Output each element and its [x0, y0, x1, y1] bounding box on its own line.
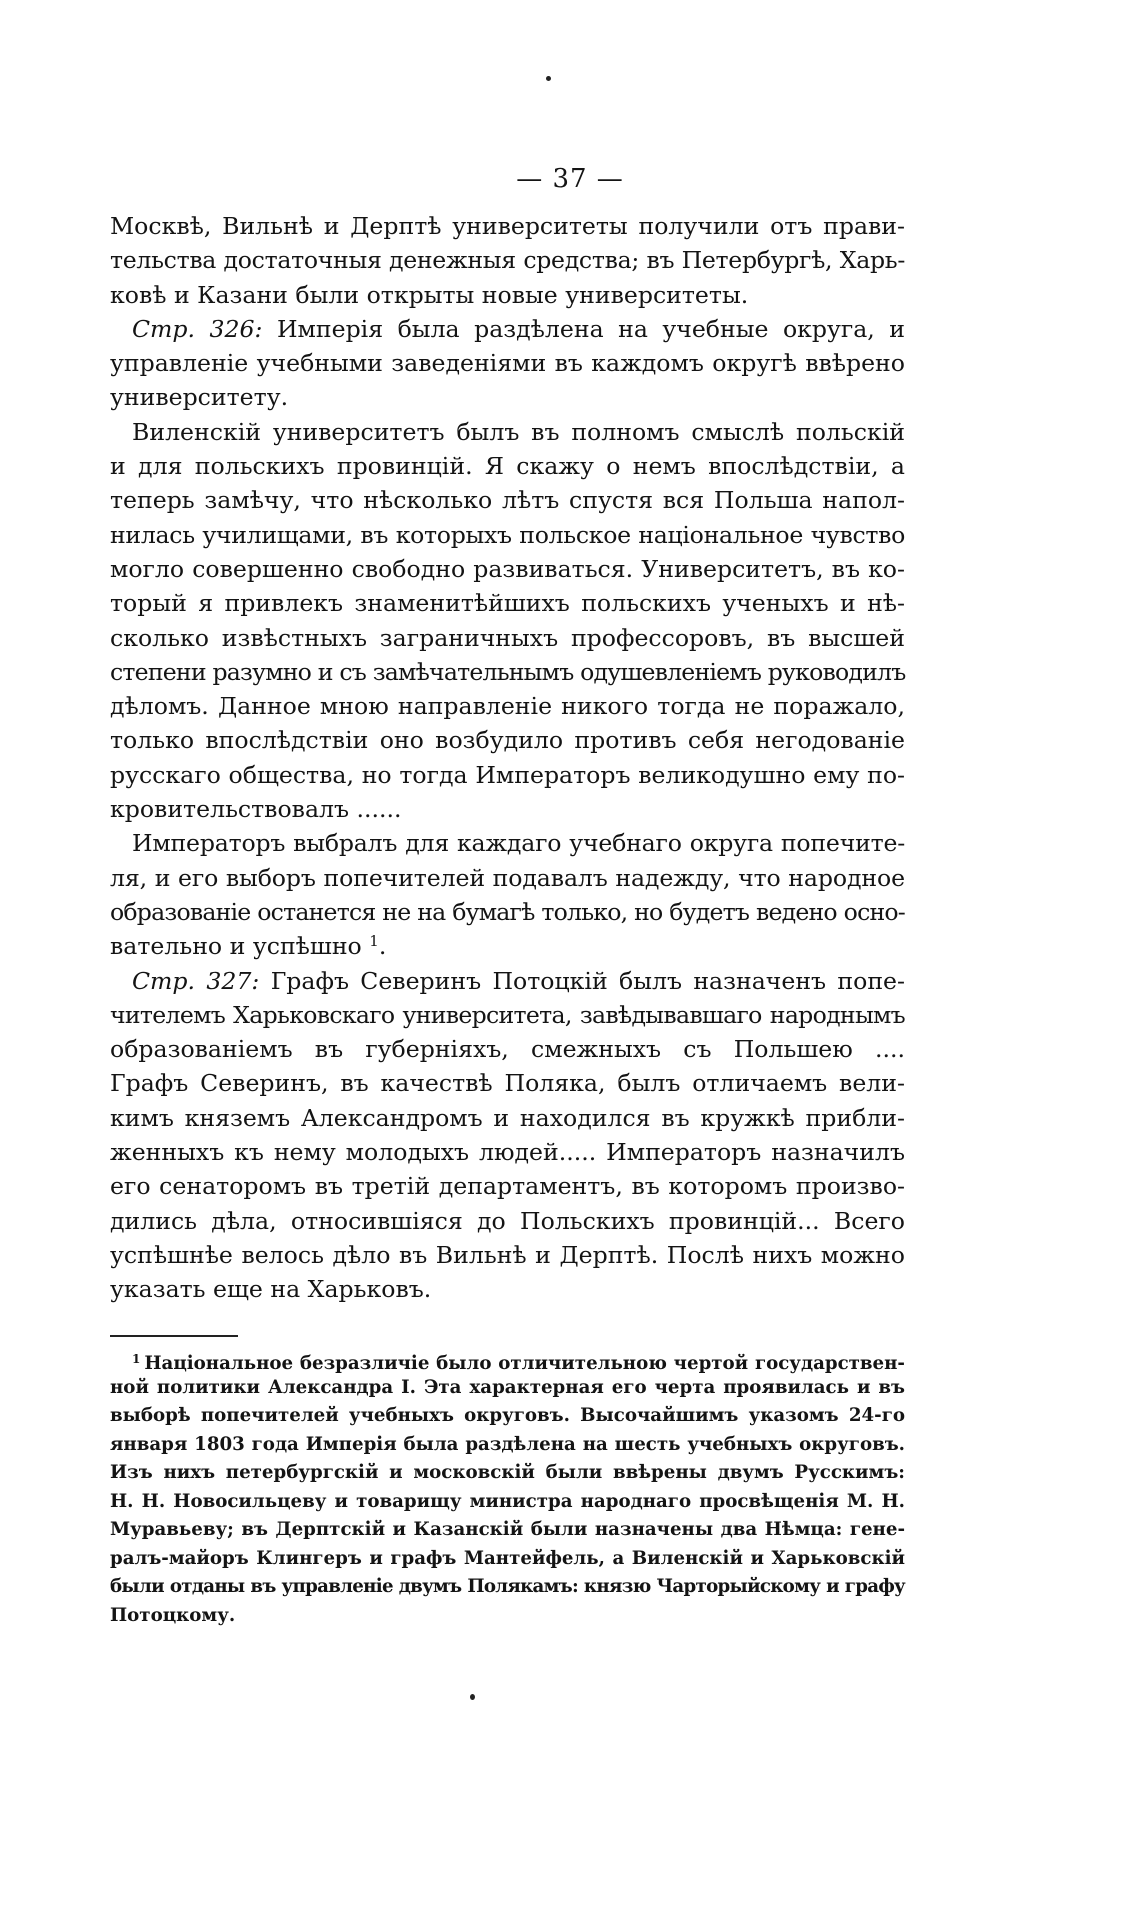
text-line: образованіемъ въ губерніяхъ, смежныхъ съ Польшею ....: [110, 1035, 905, 1064]
text-line: успѣшнѣе велось дѣло въ Вильнѣ и Дерптѣ. Послѣ нихъ можно: [110, 1240, 905, 1269]
text-line: женныхъ къ нему молодыхъ людей..... Императоръ назначилъ: [110, 1138, 905, 1167]
footnote-line: Изъ нихъ петербургскій и московскій были ввѣрены двумъ Русскимъ:: [110, 1462, 905, 1483]
page-number: — 37 —: [516, 164, 624, 194]
text-line: Москвѣ, Вильнѣ и Дерптѣ университеты получили отъ прави-: [110, 212, 905, 240]
footnote-line: были отданы въ управленіе двумъ Полякамъ: князю Чарторыйскому и графу: [110, 1576, 905, 1597]
text-line: чителемъ Харьковскаго университета, завѣдывавшаго народнымъ: [110, 1000, 905, 1029]
text-line: сколько извѣстныхъ заграничныхъ профессоровъ, въ высшей: [110, 623, 905, 652]
text-line: Виленскій университетъ былъ въ полномъ смыслѣ польскій: [132, 417, 905, 446]
text-line: университету.: [110, 383, 289, 412]
page-reference-327: Стр. 327:: [132, 966, 260, 995]
text-line: Графъ Северинъ, въ качествѣ Поляка, былъ отличаемъ вели-: [110, 1069, 905, 1098]
footnote-line: Потоцкому.: [110, 1604, 236, 1626]
text-line-content: вательно и успѣшно: [110, 932, 362, 961]
footnote-divider: [110, 1335, 238, 1337]
footnote-line-content: Національное безразличіе было отличительною чертой государствен-: [144, 1353, 905, 1374]
text-line: дѣломъ. Данное мною направленіе никого тогда не поражало,: [110, 692, 905, 721]
footnote-marker: 1: [132, 1352, 141, 1366]
text-line: и для польскихъ провинцій. Я скажу о немъ впослѣдствіи, а: [110, 452, 905, 481]
text-line-content: Имперія была раздѣлена на учебные округа, и: [276, 314, 906, 343]
ink-speck-top: [546, 76, 551, 81]
text-line: вательно и успѣшно $^1$.: [110, 932, 387, 961]
footnote-line: выборѣ попечителей учебныхъ округовъ. Высочайшимъ указомъ 24-го: [110, 1405, 905, 1426]
footnote: [110, 1345, 905, 1630]
text-line: его сенаторомъ въ третій департаментъ, въ которомъ произво-: [110, 1172, 905, 1201]
footnote-line: января 1803 года Имперія была раздѣлена на шесть учебныхъ округовъ.: [110, 1433, 905, 1455]
text-line: [110, 964, 905, 998]
footnote-line: ной политики Александра I. Эта характерная его черта проявилась и въ: [110, 1376, 905, 1398]
text-line: тельства достаточныя денежныя средства; въ Петербургѣ, Харь-: [110, 246, 905, 275]
footnote-line: Н. Н. Новосильцеву и товарищу министра народнаго просвѣщенія М. Н.: [110, 1490, 905, 1512]
text-line: образованіе останется не на бумагѣ только, но будетъ ведено осно-: [110, 897, 905, 926]
text-line: русскаго общества, но тогда Императоръ великодушно ему по-: [110, 760, 905, 789]
text-line: указать еще на Харьковъ.: [110, 1275, 432, 1304]
footnote-line: Муравьеву; въ Дерптскій и Казанскій были назначены два Нѣмца: гене-: [110, 1519, 905, 1540]
text-line: кимъ княземъ Александромъ и находился въ кружкѣ прибли-: [110, 1103, 905, 1132]
text-line: управленіе учебными заведеніями въ каждомъ округѣ ввѣрено: [110, 349, 905, 378]
text-line: степени разумно и съ замѣчательнымъ одушевленіемъ руководилъ: [110, 657, 906, 686]
text-line-content: Графъ Северинъ Потоцкій былъ назначенъ попе-: [270, 966, 905, 995]
text-line: могло совершенно свободно развиваться. Университетъ, въ ко-: [110, 554, 905, 583]
footnote-line: ралъ-майоръ Клингеръ и графъ Мантейфель, а Виленскій и Харьковскій: [110, 1547, 905, 1569]
text-line: [110, 312, 905, 346]
main-text: [110, 209, 905, 1307]
text-line: кровительствовалъ ......: [110, 795, 402, 824]
text-line: дились дѣла, относившіяся до Польскихъ провинцій... Всего: [110, 1206, 905, 1235]
text-line: торый я привлекъ знаменитѣйшихъ польскихъ ученыхъ и нѣ-: [110, 589, 905, 618]
footnote-line: [110, 1345, 905, 1374]
text-line: только впослѣдствіи оно возбудило противъ себя негодованіе: [110, 726, 905, 755]
text-line: Императоръ выбралъ для каждаго учебнаго округа попечите-: [132, 829, 905, 858]
text-line: теперь замѣчу, что нѣсколько лѣтъ спустя вся Польша напол-: [110, 486, 905, 515]
text-line: ля, и его выборъ попечителей подавалъ надежду, что народное: [110, 863, 905, 892]
text-line: нилась училищами, въ которыхъ польское національное чувство: [110, 520, 905, 549]
text-line: ковѣ и Казани были открыты новые университеты.: [110, 280, 749, 309]
page-reference-326: Стр. 326:: [132, 314, 263, 343]
footnote-reference: 1: [369, 932, 379, 951]
ink-speck-bottom: [470, 1694, 475, 1700]
